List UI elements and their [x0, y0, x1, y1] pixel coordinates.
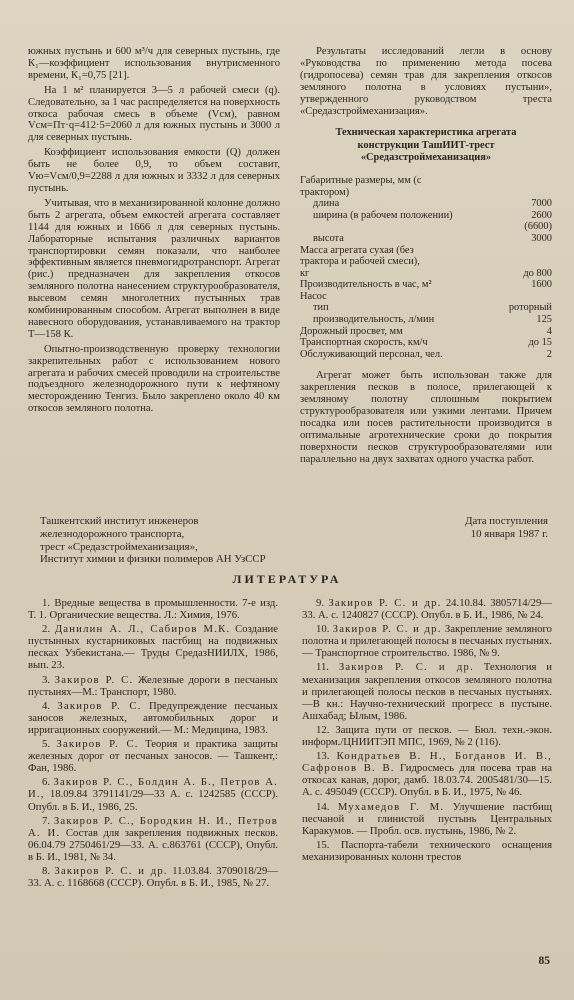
reference-number: 10. [316, 623, 330, 636]
paragraph: южных пустынь и 600 м³/ч для северных пустынь, где К₁—коэффициент использования внутрисменного времени, К₁=0,75 [21]. [28, 46, 280, 81]
spec-label: трактора и рабочей смеси), [300, 256, 420, 268]
reference-text: Технология и механизация закрепления откосов земляного полотна и прилегающей полосы песков в песчаных пустынях.—В кн.: Научно-технический прогресс в пустыне. Ашхабад; Ылым, 1986. [302, 661, 553, 722]
reference-number: 7. [42, 814, 51, 827]
reference-text: 18.09.84 3791141/29—33 А. с. 1242585 (СССР). Опубл. в Б. И., 1986, 25. [28, 788, 278, 813]
received-value: 10 января 1987 г. [470, 527, 548, 540]
spec-label: кг [300, 267, 310, 279]
reference-authors: Закиров Р. С. и др. [54, 864, 168, 877]
spec-label: Масса агрегата сухая (без [300, 244, 414, 256]
spec-value: 2600 [531, 209, 552, 221]
spec-label: высота [300, 232, 344, 244]
spec-value: 4 [546, 325, 552, 337]
reference-text: Теория и практика защиты железных дорог от песчаных заносов. — Ташкент,: Фан, 1986. [28, 738, 278, 775]
spec-value: 3000 [531, 232, 552, 244]
reference-number: 8. [42, 864, 51, 877]
reference-authors: Кондратьев В. Н., Богданов И. В., Сафронов В. В. [302, 750, 552, 775]
right-text-column [300, 46, 552, 466]
spec-row [300, 302, 552, 314]
reference-number: 15. [316, 838, 330, 851]
paragraph: Коэффициент использования емкости (Q) должен быть не более 0,9, то объем составит, Vю=Vсм/0,9=2288 л для южных и 3332 л для северных пустынь. [28, 147, 280, 194]
spec-label: ширина (в рабочем положении) [300, 209, 453, 221]
received-label: Дата поступления [465, 515, 548, 527]
reference-item [302, 597, 552, 621]
reference-item [28, 674, 278, 698]
spec-label: трактором) [300, 186, 350, 198]
spec-value: 1600 [531, 279, 552, 291]
spec-row [300, 221, 552, 233]
spec-value: 125 [536, 314, 552, 326]
reference-number: 4. [42, 699, 51, 712]
reference-text: Защита пути от песков. — Бюл. техн.-экон. информ./ЦНИИТЭП МПС, 1969, № 2 (116). [302, 723, 552, 749]
reference-item [302, 801, 552, 837]
affiliation-line: трест «Средазстроймеханизация», [40, 540, 198, 553]
spec-label: Транспортная скорость, км/ч [300, 337, 428, 349]
reference-authors: Закиров Р. С. и др. [332, 623, 442, 636]
spec-row [300, 187, 552, 199]
spec-label: тип [300, 302, 329, 314]
reference-text: Закрепление земляного полотна и прилегающей полосы в песчаных пустынях. — Транспортное строительство. 1986, № 9. [302, 623, 553, 660]
left-text-column [28, 46, 280, 415]
reference-text: Паспорта-табели технического оснащения механизированных колонн трестов [302, 838, 552, 863]
reference-number: 11. [316, 661, 329, 674]
reference-authors: Данилин А. Л., Сабиров М.К. [54, 623, 231, 636]
affiliation-line: Ташкентский институт инженеров [40, 515, 199, 527]
spec-label: производительность, л/мин [300, 314, 435, 326]
reference-item [28, 700, 278, 736]
reference-text: 11.03.84. 3709018/29—33. А. с. 1168668 (СССР). Опубл. в Б. И., 1985, № 27. [28, 864, 279, 890]
reference-number: 1. [42, 597, 51, 609]
reference-number: 12. [316, 723, 330, 736]
spec-value: (6600) [524, 221, 552, 233]
spec-table [300, 175, 552, 361]
spec-row [300, 268, 552, 280]
references-left-column [28, 597, 278, 891]
reference-authors: Мухамедов Г. М. [337, 800, 445, 813]
reference-item [302, 623, 552, 659]
reference-item [302, 661, 552, 721]
reference-text: Создание пустынных кустарниковых пастбищ на подвижных песках Узбекистана.— Труды СредазНИИЛХ, 1986, вып. 23. [28, 623, 278, 672]
spec-label: Дорожный просвет, мм [300, 325, 403, 337]
reference-item [28, 815, 278, 863]
received-date [400, 515, 548, 541]
literature-heading: ЛИТЕРАТУРА [232, 572, 342, 586]
spec-row [300, 175, 552, 187]
reference-text: 24.10.84. 3805714/29—33. А. с. 1240827 (СССР). Опубл. в Б. И., 1986, № 24. [302, 597, 552, 622]
reference-authors: Закиров Р. С. [56, 738, 139, 751]
reference-text: Состав для закрепления подвижных песков. 06.04.79 2750461/29—33. А. с.863761 (СССР), Опубл. в Б. И., 1981, № 34. [28, 826, 278, 863]
spec-value: до 15 [528, 337, 552, 349]
affiliation-line: железнодорожного транспорта, [40, 527, 185, 540]
reference-item [302, 839, 552, 863]
references-right-column [302, 597, 552, 865]
spec-row [300, 326, 552, 338]
reference-text: Гидросмесь для посева трав на откосах канав, дорог, дамб. 18.03.74. 2005481/30—15. А. с. 495049 (СССР). Опубл. в Б. И., 1975, № 46. [302, 762, 552, 799]
reference-text: Предупреждение песчаных заносов железных, автомобильных дорог и ирригационных сооружений.— М.: Медицина, 1983. [28, 699, 279, 736]
paragraph: Опытно-производственную проверку технологии закрепительных работ с использованием нового агрегата и рабочих смесей проводили на строительстве подъездного железнодорожного пути к нефтяному месторождению Тенгиз. Было закреплено около 40 км откосов земляного полотна. [28, 343, 280, 415]
spec-row [300, 349, 552, 361]
affiliation [40, 515, 380, 566]
reference-number: 3. [42, 673, 51, 686]
spec-title: Техническая характеристика агрегата конструкции ТашИИТ-трест «Средазстроймеханизация» [335, 127, 517, 164]
reference-authors: Закиров Р. С. [54, 673, 134, 686]
paragraph: Агрегат может быть использован также для закрепления песков в полосе, прилегающей к земляному полотну сплошным покрытием структурообразователя или узкими лентами. Причем посадка или посев растительности производится в оптимальные агротехнические сроки до покрытия поверхности песков структурообразователями или параллельно на двух захватах одного участка работ. [300, 370, 552, 465]
spec-value: роторный [508, 302, 552, 314]
reference-authors: Закиров Р. С., Болдин А. Б., Петров А. И., [28, 776, 279, 801]
reference-item [28, 597, 278, 621]
spec-row [300, 198, 552, 210]
paragraph: Результаты исследований легли в основу «Руководства по применению метода посева (гидропосева) семян трав для закрепления откосов земляного полотна в условиях пустыни», утвержденного руководством треста «Средазстроймеханизация». [300, 46, 552, 117]
reference-text: Улучшение пастбищ песчаной и глинистой пустынь Центральных Каракумов. — Пробл. осв. пустынь, 1986, № 2. [302, 800, 552, 837]
spec-label: Насос [300, 290, 327, 302]
spec-value: до 800 [523, 267, 552, 279]
spec-row [300, 314, 552, 326]
reference-item [28, 776, 278, 812]
page-number: 85 [538, 955, 550, 967]
reference-authors: Закиров Р. С. [57, 699, 142, 712]
reference-authors: Закиров Р. С. и др. [338, 661, 474, 674]
reference-item [302, 750, 552, 798]
spec-label: длина [300, 198, 340, 210]
affiliation-line: Институт химии и физики полимеров АН УзССР [40, 553, 266, 566]
spec-label: Обслуживающий персонал, чел. [300, 348, 443, 360]
spec-row [300, 233, 552, 245]
reference-number: 5. [42, 738, 51, 751]
spec-row [300, 210, 552, 222]
reference-authors: Закиров Р. С., Бородкин Н. И., Петров А. И. [28, 814, 279, 839]
spec-label: Габаритные размеры, мм (с [300, 174, 422, 186]
reference-number: 14. [316, 800, 330, 813]
paragraph: Учитывая, что в механизированной колонне должно быть 2 агрегата, объем емкостей агрегата составляет 1144 для южных и 1666 л для северных пустынь. Лабораторные испытания различных вариантов транспортировки семян показали, что наиболее эффективным является пневмогидротранспорт. Агрегат (рис.) предназначен для закрепления откосов земляного полотна нанесением структурообразователя, высевом семян многолетних пустынных трав комбинированным способом. Агрегат выполнен в виде навесного оборудования, устанавливаемого на трактор Т—158 К. [28, 197, 280, 340]
reference-item [302, 724, 552, 748]
reference-authors: Закиров Р. С. и др. [328, 597, 442, 609]
spec-label: Производительность в час, м² [300, 279, 432, 291]
reference-number: 6. [42, 776, 51, 789]
reference-text: Вредные вещества в промышленности. 7-е изд. Т. 1. Органические вещества. Л.: Химия, 1976. [28, 597, 279, 622]
reference-number: 9. [316, 597, 325, 609]
spec-row [300, 256, 552, 268]
spec-row [300, 337, 552, 349]
paragraph: На 1 м² планируется 3—5 л рабочей смеси (q). Следовательно, за 1 час распределяется на поверхность откоса рабочая смесь в объеме (Vсм), равном Vсм=Пт·q=412·5=2060 л для южных пустынь и 3000 л для северных пустынь. [28, 84, 280, 144]
reference-number: 2. [42, 623, 51, 636]
reference-item [28, 623, 278, 671]
reference-item [28, 865, 278, 889]
reference-number: 13. [316, 750, 330, 763]
reference-text: Железные дороги в песчаных пустынях—М.: Транспорт, 1980. [28, 673, 278, 698]
reference-item [28, 738, 278, 774]
spec-row [300, 291, 552, 303]
spec-value: 2 [546, 348, 552, 360]
spec-row [300, 245, 552, 257]
spec-value: 7000 [531, 198, 552, 210]
spec-row [300, 279, 552, 291]
